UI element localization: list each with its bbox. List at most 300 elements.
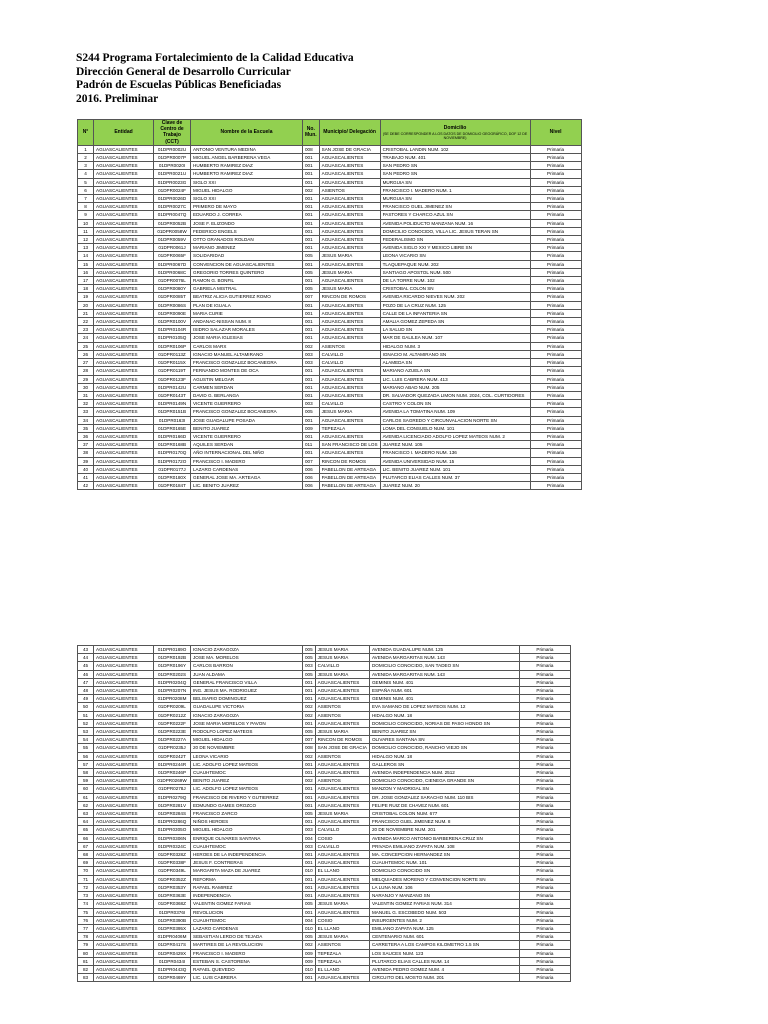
entidad-cell: AGUASCALIENTES <box>94 687 154 695</box>
row-number: 71 <box>78 875 94 883</box>
cct-cell: 01DPR0390B <box>154 916 191 924</box>
school-name-cell: INDEPENDENCIA <box>191 892 303 900</box>
cct-cell: 01DPR0165E <box>154 424 191 432</box>
table-row <box>78 342 582 350</box>
address-cell: LIC. BENITO JUAREZ NUM. 101 <box>380 465 530 473</box>
entidad-cell: AGUASCALIENTES <box>94 375 154 383</box>
address-cell: MELQUIADES MORENO Y CONVENCION NORTE SN <box>369 875 519 883</box>
row-number: 45 <box>78 662 94 670</box>
entidad-cell: AGUASCALIENTES <box>94 432 154 440</box>
row-number: 56 <box>78 752 94 760</box>
entidad-cell: AGUASCALIENTES <box>94 744 154 752</box>
address-cell: EVA SAMANO DE LOPEZ MATEOS NUM. 12 <box>369 703 519 711</box>
col-header-number: N° <box>78 120 94 146</box>
mun-number-cell: 003 <box>303 842 316 850</box>
school-name-cell: VICENTE GUERRERO <box>191 400 303 408</box>
school-name-cell: GABRIELA MISTRAL <box>191 285 303 293</box>
row-number: 83 <box>78 974 94 982</box>
row-number: 82 <box>78 965 94 973</box>
mun-number-cell: 001 <box>303 974 316 982</box>
school-name-cell: MARIA CURIE <box>191 309 303 317</box>
level-cell: Primaria <box>530 342 581 350</box>
row-number: 22 <box>78 318 94 326</box>
entidad-cell: AGUASCALIENTES <box>94 473 154 481</box>
municipality-cell: AGUASCALIENTES <box>319 449 380 457</box>
mun-number-cell: 006 <box>303 482 320 490</box>
cct-cell: 01DPR0184T <box>154 482 191 490</box>
school-name-cell: LAZARO CARDENAS <box>191 924 303 932</box>
address-cell: CIRCUITO DEL MOSTO NUM. 201 <box>369 974 519 982</box>
entidad-cell: AGUASCALIENTES <box>94 195 154 203</box>
address-cell: DOMICILIO CONOCIDO, RANCHO VIEJO SN <box>369 744 519 752</box>
row-number: 41 <box>78 473 94 481</box>
table-row <box>78 383 582 391</box>
municipality-cell: AGUASCALIENTES <box>319 203 380 211</box>
row-number: 73 <box>78 892 94 900</box>
municipality-cell: CALVILLO <box>319 350 380 358</box>
mun-number-cell: 009 <box>303 949 316 957</box>
municipality-cell: EL LLANO <box>315 965 369 973</box>
entidad-cell: AGUASCALIENTES <box>94 818 154 826</box>
school-name-cell: LIC. LUIS CABRERA <box>191 974 303 982</box>
address-cell: 20 DE NOVIEMBRE NUM. 201 <box>369 826 519 834</box>
mun-number-cell: 003 <box>303 662 316 670</box>
row-number: 21 <box>78 309 94 317</box>
table-row <box>78 769 571 777</box>
mun-number-cell: 001 <box>303 875 316 883</box>
row-number: 9 <box>78 211 94 219</box>
school-name-cell: MARGARITA MAZA DE JUAREZ <box>191 867 303 875</box>
school-name-cell: JOSE MARIA IGLESIAS <box>191 334 303 342</box>
school-name-cell: SIGLO XXI <box>191 195 303 203</box>
table-row <box>78 301 582 309</box>
mun-number-cell: 001 <box>303 367 320 375</box>
school-name-cell: EDMUNDO GAMES OROZCO <box>191 801 303 809</box>
mun-number-cell: 006 <box>303 465 320 473</box>
cct-cell: 01DPR0306N <box>154 834 191 842</box>
school-name-cell: FRANCISCO GONZALEZ BOCANEGRA <box>191 408 303 416</box>
cct-cell: 01DPR0189O <box>154 646 191 654</box>
address-cell: AVENIDA MARGARITAS NUM. 143 <box>369 654 519 662</box>
address-cell: FELIPE RUIZ DE CHAVEZ NUM. 601 <box>369 801 519 809</box>
level-cell: Primaria <box>519 826 570 834</box>
municipality-cell: ASIENTOS <box>315 711 369 719</box>
row-number: 75 <box>78 908 94 916</box>
municipality-cell: AGUASCALIENTES <box>315 760 369 768</box>
table-row <box>78 941 571 949</box>
mun-number-cell: 009 <box>303 424 320 432</box>
entidad-cell: AGUASCALIENTES <box>94 851 154 859</box>
table-row <box>78 449 582 457</box>
municipality-cell: JESUS MARIA <box>319 285 380 293</box>
cct-cell: 01DPR0406M <box>154 933 191 941</box>
entidad-cell: AGUASCALIENTES <box>94 703 154 711</box>
school-name-cell: CARLOS MARX <box>191 342 303 350</box>
entidad-cell: AGUASCALIENTES <box>94 867 154 875</box>
school-name-cell: AÑO INTERNACIONAL DEL NIÑO <box>191 449 303 457</box>
table-row <box>78 260 582 268</box>
municipality-cell: JESUS MARIA <box>315 670 369 678</box>
municipality-cell: JESUS MARIA <box>319 408 380 416</box>
municipality-cell: AGUASCALIENTES <box>319 383 380 391</box>
cct-cell: 01DPR0269W <box>154 777 191 785</box>
municipality-cell: AGUASCALIENTES <box>319 301 380 309</box>
row-number: 51 <box>78 711 94 719</box>
cct-cell: 01DPR0090E <box>154 309 191 317</box>
row-number: 17 <box>78 277 94 285</box>
table-row <box>78 892 571 900</box>
municipality-cell: JESUS MARIA <box>319 252 380 260</box>
mun-number-cell: 001 <box>303 769 316 777</box>
level-cell: Primaria <box>530 359 581 367</box>
cct-cell: 01DPR0429X <box>154 949 191 957</box>
address-cell: CASTRO Y COLON SN <box>380 400 530 408</box>
address-cell: MARIANO AZUELA SN <box>380 367 530 375</box>
school-name-cell: ING. JESUS MA. RODRIGUEZ <box>191 687 303 695</box>
cct-cell: 01DPR0443Q <box>154 965 191 973</box>
entidad-cell: AGUASCALIENTES <box>94 801 154 809</box>
cct-cell: 01DPR0469Y <box>154 974 191 982</box>
table-row <box>78 842 571 850</box>
school-name-cell: AQUILES SERDAN <box>191 441 303 449</box>
address-cell: SAN PEDRO SN <box>380 162 530 170</box>
municipality-cell: AGUASCALIENTES <box>319 195 380 203</box>
school-name-cell: FEDERICO ENGELS <box>191 227 303 235</box>
cct-cell: 01DPR0149N <box>154 400 191 408</box>
entidad-cell: AGUASCALIENTES <box>94 974 154 982</box>
table-row <box>78 424 582 432</box>
table-row <box>78 465 582 473</box>
cct-cell: 01DPR0338F <box>154 859 191 867</box>
level-cell: Primaria <box>519 678 570 686</box>
address-cell: AVENIDA MARGARITAS NUM. 143 <box>369 670 519 678</box>
row-number: 68 <box>78 851 94 859</box>
table-row <box>78 482 582 490</box>
entidad-cell: AGUASCALIENTES <box>94 162 154 170</box>
entidad-cell: AGUASCALIENTES <box>94 309 154 317</box>
cct-cell: 01DPR0172O <box>154 457 191 465</box>
row-number: 32 <box>78 400 94 408</box>
address-cell: AVENIDA UNIVERSIDAD NUM. 15 <box>380 457 530 465</box>
entidad-cell: AGUASCALIENTES <box>94 178 154 186</box>
level-cell: Primaria <box>530 260 581 268</box>
address-cell: FRANCISCO I. MADERO NUM. 136 <box>380 449 530 457</box>
school-name-cell: ANTONIO VENTURA MEDINA <box>191 145 303 153</box>
cct-cell: 01DPR0080Y <box>154 285 191 293</box>
municipality-cell: AGUASCALIENTES <box>319 244 380 252</box>
municipality-cell: AGUASCALIENTES <box>315 785 369 793</box>
level-cell: Primaria <box>530 252 581 260</box>
entidad-cell: AGUASCALIENTES <box>94 482 154 490</box>
entidad-cell: AGUASCALIENTES <box>94 842 154 850</box>
level-cell: Primaria <box>519 711 570 719</box>
row-number: 53 <box>78 728 94 736</box>
address-cell: POZO DE LA CRUZ NUM. 125 <box>380 301 530 309</box>
row-number: 33 <box>78 408 94 416</box>
row-number: 3 <box>78 162 94 170</box>
entidad-cell: AGUASCALIENTES <box>94 875 154 883</box>
level-cell: Primaria <box>530 203 581 211</box>
level-cell: Primaria <box>530 162 581 170</box>
municipality-cell: JESUS MARIA <box>315 900 369 908</box>
level-cell: Primaria <box>519 785 570 793</box>
school-name-cell: BELISARIO DOMINGUEZ <box>191 695 303 703</box>
municipality-cell: JESUS MARIA <box>315 810 369 818</box>
entidad-cell: AGUASCALIENTES <box>94 416 154 424</box>
level-cell: Primaria <box>530 383 581 391</box>
address-cell: HIDALGO NUM. 18 <box>369 752 519 760</box>
address-header-label: Domicilio <box>443 125 467 132</box>
municipality-cell: AGUASCALIENTES <box>315 851 369 859</box>
municipality-cell: AGUASCALIENTES <box>319 227 380 235</box>
school-name-cell: BEATRIZ ALICIA GUTIERREZ ROMO <box>191 293 303 301</box>
municipality-cell: RINCON DE ROMOS <box>319 293 380 301</box>
cct-cell: 01DPR0222F <box>154 719 191 727</box>
table-row <box>78 900 571 908</box>
municipality-cell: PABELLON DE ARTEAGA <box>319 465 380 473</box>
mun-number-cell: 007 <box>303 457 320 465</box>
entidad-cell: AGUASCALIENTES <box>94 646 154 654</box>
entidad-cell: AGUASCALIENTES <box>94 785 154 793</box>
address-cell: AVENIDA INDEPENDENCIA NUM. 2512 <box>369 769 519 777</box>
address-cell: AVENIDA SIGLO XXI Y MEXICO LIBRE SN <box>380 244 530 252</box>
level-cell: Primaria <box>530 178 581 186</box>
address-cell: HIDALGO NUM. 3 <box>380 342 530 350</box>
col-header-school-name: Nombre de la Escuela <box>191 120 303 146</box>
mun-number-cell: 001 <box>303 432 320 440</box>
table-row <box>78 162 582 170</box>
mun-number-cell: 001 <box>303 851 316 859</box>
col-header-level: Nivel <box>530 120 581 146</box>
program-title: S244 Programa Fortalecimiento de la Calidad Educativa <box>76 52 354 64</box>
cct-cell: 01DPR0305O <box>154 826 191 834</box>
municipality-cell: COSIO <box>315 834 369 842</box>
table-row <box>78 810 571 818</box>
mun-number-cell: 001 <box>303 227 320 235</box>
school-name-cell: JOSE MA. MORELOS <box>191 654 303 662</box>
entidad-cell: AGUASCALIENTES <box>94 670 154 678</box>
address-cell: HIDALGO NUM. 18 <box>369 711 519 719</box>
cct-cell: 01DPR0279Q <box>154 793 191 801</box>
row-number: 13 <box>78 244 94 252</box>
entidad-cell: AGUASCALIENTES <box>94 924 154 932</box>
mun-number-cell: 001 <box>303 170 320 178</box>
table-row <box>78 752 571 760</box>
cct-cell: 01DPR0284S <box>154 810 191 818</box>
entidad-cell: AGUASCALIENTES <box>94 449 154 457</box>
address-cell: OLIVARES SANTANA SN <box>369 736 519 744</box>
cct-cell: 01DPR0180X <box>154 473 191 481</box>
table-row <box>78 678 571 686</box>
mun-number-cell: 001 <box>303 801 316 809</box>
entidad-cell: AGUASCALIENTES <box>94 441 154 449</box>
row-number: 24 <box>78 334 94 342</box>
municipality-cell: ASIENTOS <box>319 186 380 194</box>
row-number: 79 <box>78 941 94 949</box>
school-name-cell: VICENTE GUERRERO <box>191 432 303 440</box>
entidad-cell: AGUASCALIENTES <box>94 957 154 965</box>
school-name-cell: IGNACIO MANUEL ALTAMIRANO <box>191 350 303 358</box>
municipality-cell: RINCON DE ROMOS <box>315 736 369 744</box>
address-cell: FEDERALISMO SN <box>380 236 530 244</box>
school-name-cell: MARIANO JIMENEZ <box>191 244 303 252</box>
level-cell: Primaria <box>519 793 570 801</box>
address-cell: LOS SAUCES NUM. 123 <box>369 949 519 957</box>
table-row <box>78 818 571 826</box>
address-cell: DE LA TORRE NUM. 102 <box>380 277 530 285</box>
cct-cell: 01DPR0047Q <box>154 211 191 219</box>
level-cell: Primaria <box>530 195 581 203</box>
level-cell: Primaria <box>519 965 570 973</box>
entidad-cell: AGUASCALIENTES <box>94 908 154 916</box>
table-row <box>78 719 571 727</box>
level-cell: Primaria <box>530 186 581 194</box>
school-name-cell: RAFAEL QUEVEDO <box>191 965 303 973</box>
row-number: 70 <box>78 867 94 875</box>
municipality-cell: AGUASCALIENTES <box>319 432 380 440</box>
municipality-cell: AGUASCALIENTES <box>315 892 369 900</box>
school-name-cell: VALENTIN GOMEZ FARIAS <box>191 900 303 908</box>
level-cell: Primaria <box>519 974 570 982</box>
municipality-cell: TEPEZALA <box>319 424 380 432</box>
level-cell: Primaria <box>530 432 581 440</box>
entidad-cell: AGUASCALIENTES <box>94 760 154 768</box>
cct-cell: 01DPR0106P <box>154 342 191 350</box>
level-cell: Primaria <box>530 244 581 252</box>
school-name-cell: PRIMERO DE MAYO <box>191 203 303 211</box>
cct-cell: 01DPR0021U <box>154 170 191 178</box>
row-number: 78 <box>78 933 94 941</box>
cct-cell: 01DPR0223E <box>154 728 191 736</box>
cct-cell: 01DPR0278J <box>154 785 191 793</box>
col-header-address <box>380 120 530 146</box>
entidad-cell: AGUASCALIENTES <box>94 965 154 973</box>
address-cell: GEMINIS NUM. 401 <box>369 678 519 686</box>
row-number: 77 <box>78 924 94 932</box>
school-name-cell: GUADALUPE VICTORIA <box>191 703 303 711</box>
entidad-cell: AGUASCALIENTES <box>94 236 154 244</box>
address-cell: AVENIDA LA TOMATINA NUM. 109 <box>380 408 530 416</box>
level-cell: Primaria <box>519 670 570 678</box>
cct-cell: 01DPR0113Z <box>154 350 191 358</box>
level-cell: Primaria <box>519 777 570 785</box>
mun-number-cell: 001 <box>303 244 320 252</box>
entidad-cell: AGUASCALIENTES <box>94 465 154 473</box>
entidad-cell: AGUASCALIENTES <box>94 695 154 703</box>
address-cell: EMILIANO ZAPATA NUM. 125 <box>369 924 519 932</box>
level-cell: Primaria <box>530 457 581 465</box>
register-title: Padrón de Escuelas Públicas Beneficiadas <box>76 79 282 91</box>
municipality-cell: AGUASCALIENTES <box>315 687 369 695</box>
address-cell: MURGUIA SN <box>380 178 530 186</box>
table-row <box>78 875 571 883</box>
cct-cell: 01DPR0143T <box>154 391 191 399</box>
level-cell: Primaria <box>519 900 570 908</box>
table-row <box>78 859 571 867</box>
cct-cell: 01DPR0142U <box>154 383 191 391</box>
school-name-cell: LEONA VICARIO <box>191 752 303 760</box>
row-number: 46 <box>78 670 94 678</box>
cct-cell: 01DPR0376I <box>154 908 191 916</box>
school-name-cell: JOSE GUADALUPE POSADA <box>191 416 303 424</box>
row-number: 40 <box>78 465 94 473</box>
row-number: 47 <box>78 678 94 686</box>
mun-number-cell: 010 <box>303 965 316 973</box>
cct-cell: 01DPR0196Y <box>154 662 191 670</box>
mun-number-cell: 007 <box>303 736 316 744</box>
table-row <box>78 965 571 973</box>
municipality-cell: AGUASCALIENTES <box>319 211 380 219</box>
mun-number-cell: 008 <box>303 145 320 153</box>
municipality-cell: AGUASCALIENTES <box>315 883 369 891</box>
school-name-cell: CARMEN SERDAN <box>191 383 303 391</box>
mun-number-cell: 001 <box>303 391 320 399</box>
entidad-cell: AGUASCALIENTES <box>94 285 154 293</box>
level-cell: Primaria <box>530 318 581 326</box>
table-row <box>78 736 571 744</box>
mun-number-cell: 001 <box>303 892 316 900</box>
level-cell: Primaria <box>530 277 581 285</box>
table-row <box>78 416 582 424</box>
school-name-cell: JESUS F. CONTRERAS <box>191 859 303 867</box>
table-row <box>78 924 571 932</box>
municipality-cell: CALVILLO <box>315 826 369 834</box>
school-name-cell: NIÑOS HEROES <box>191 818 303 826</box>
mun-number-cell: 005 <box>303 670 316 678</box>
table-row <box>78 268 582 276</box>
address-cell: ESPAÑA NUM. 601 <box>369 687 519 695</box>
table-row <box>78 473 582 481</box>
level-cell: Primaria <box>519 818 570 826</box>
municipality-cell: AGUASCALIENTES <box>319 219 380 227</box>
row-number: 65 <box>78 826 94 834</box>
cct-cell: 01DPR0349L <box>154 867 191 875</box>
municipality-cell: COSIO <box>315 916 369 924</box>
municipality-cell: PABELLON DE ARTEAGA <box>319 473 380 481</box>
level-cell: Primaria <box>530 293 581 301</box>
entidad-cell: AGUASCALIENTES <box>94 678 154 686</box>
municipality-cell: CALVILLO <box>319 400 380 408</box>
row-number: 74 <box>78 900 94 908</box>
municipality-cell: AGUASCALIENTES <box>319 375 380 383</box>
table-row <box>78 186 582 194</box>
school-name-cell: REFORMA <box>191 875 303 883</box>
mun-number-cell: 001 <box>303 416 320 424</box>
school-name-cell: LIC. ADOLFO LOPEZ MATEOS <box>191 785 303 793</box>
cct-cell: 01DPR0204Q <box>154 678 191 686</box>
address-cell: CARRETERA A LOS CAMPOS KILOMETRO 1.5 SN <box>369 941 519 949</box>
municipality-cell: AGUASCALIENTES <box>315 818 369 826</box>
entidad-cell: AGUASCALIENTES <box>94 916 154 924</box>
school-name-cell: BENITO JUAREZ <box>191 424 303 432</box>
cct-cell: 01DPR0286Q <box>154 818 191 826</box>
municipality-cell: AGUASCALIENTES <box>315 801 369 809</box>
level-cell: Primaria <box>519 662 570 670</box>
mun-number-cell: 001 <box>303 195 320 203</box>
row-number: 81 <box>78 957 94 965</box>
mun-number-cell: 008 <box>303 744 316 752</box>
municipality-cell: ASIENTOS <box>319 342 380 350</box>
school-name-cell: FRANCISCO GONZALEZ BOCANEGRA <box>191 359 303 367</box>
mun-number-cell: 001 <box>303 375 320 383</box>
row-number: 62 <box>78 801 94 809</box>
cct-cell: 01DPR0212Z <box>154 711 191 719</box>
level-cell: Primaria <box>530 236 581 244</box>
entidad-cell: AGUASCALIENTES <box>94 260 154 268</box>
entidad-cell: AGUASCALIENTES <box>94 654 154 662</box>
entidad-cell: AGUASCALIENTES <box>94 711 154 719</box>
table-row <box>78 154 582 162</box>
